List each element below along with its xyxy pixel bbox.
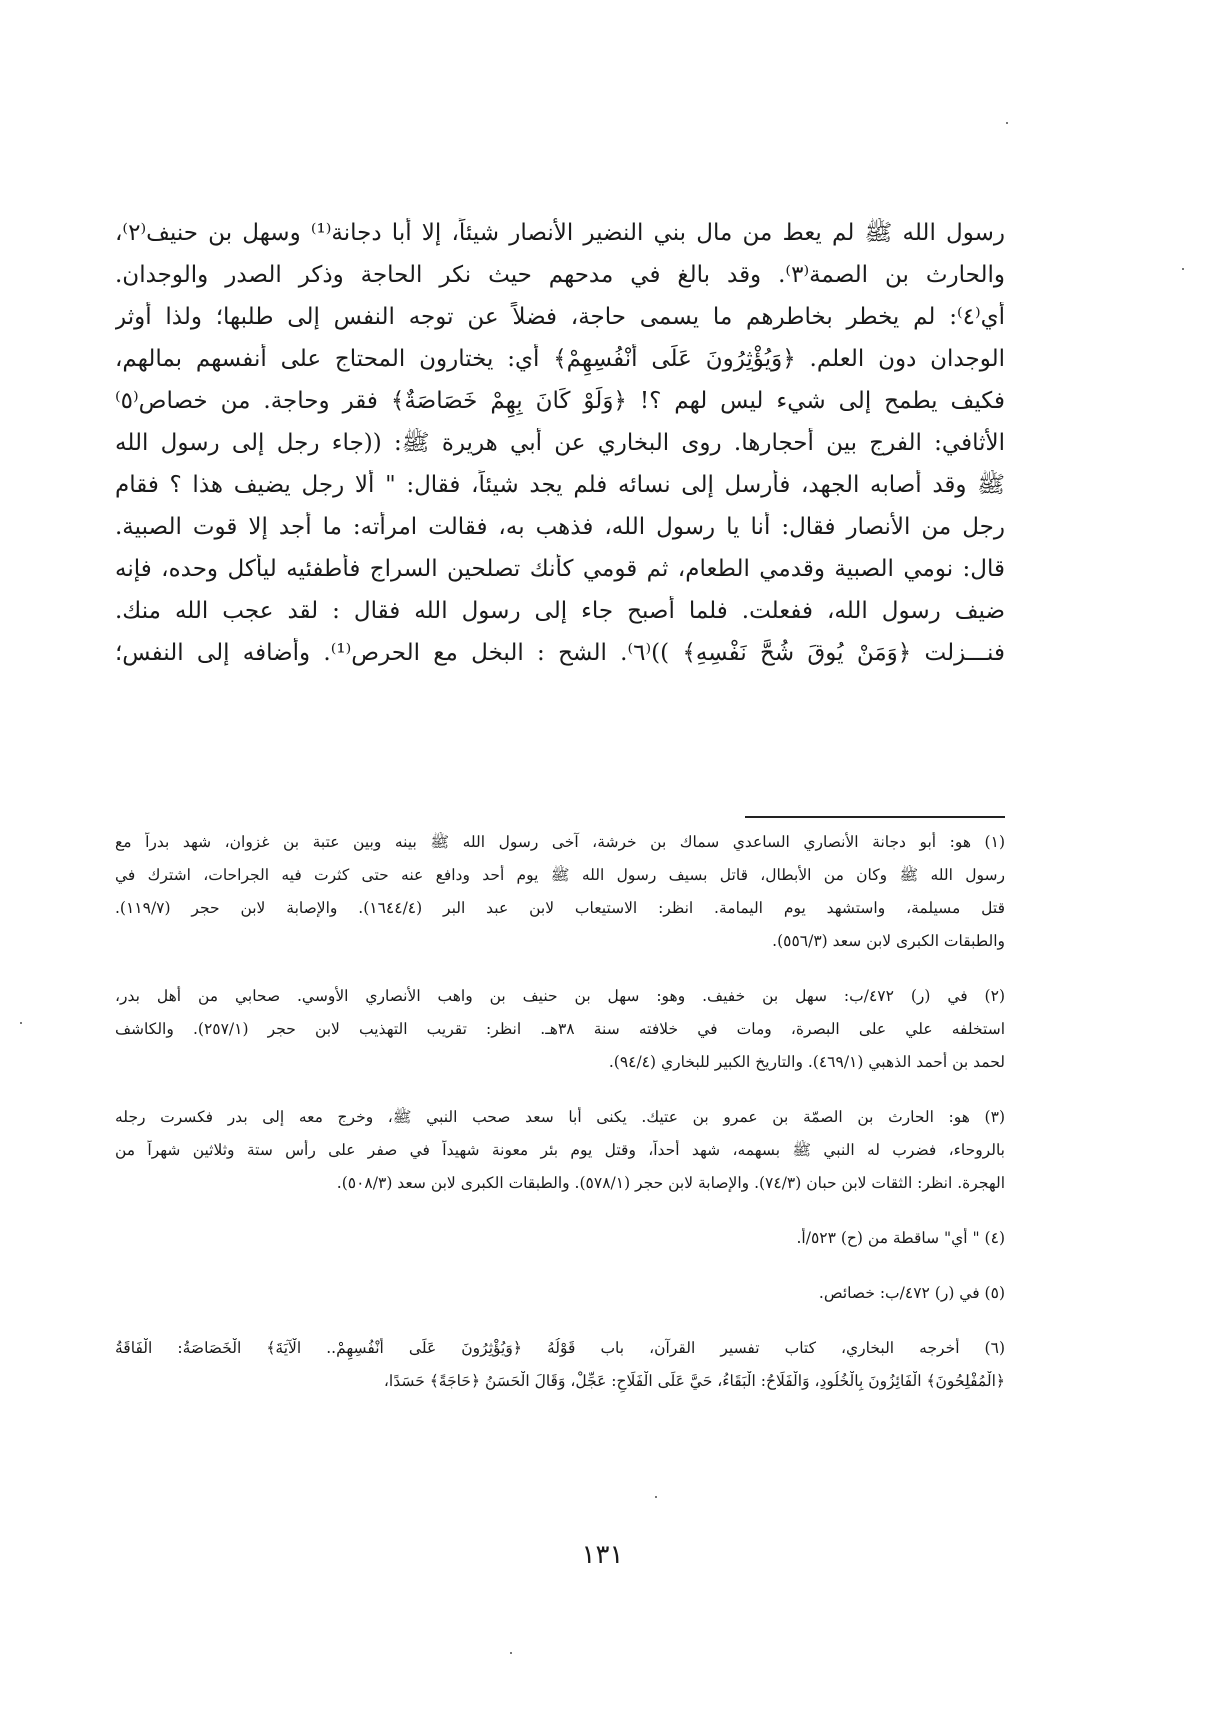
footnote-line: والطبقات الكبرى لابن سعد (٥٥٦/٣).: [772, 932, 1005, 950]
footnote-line: قتل مسيلمة، واستشهد يوم اليمامة. انظر: الاستيعاب لابن عبد البر (١٦٤٤/٤). والإصابة لابن حجر (١١٩/٧).: [115, 899, 1005, 917]
footnotes: [115, 832, 1005, 1426]
body-line: ﷺ وقد أصابه الجهد، فأرسل إلى نسائه فلم يجد شيئاً، فقال: " ألا رجل يضيف هذا ؟ فقام: [115, 472, 1005, 498]
page-number: ١٣١: [581, 1540, 624, 1570]
footnote: [115, 986, 1005, 1085]
footnote-line: رسول الله ﷺ وكان من الأبطال، قاتل بسيف رسول الله ﷺ يوم أحد ودافع عنه حتى كثرت فيه الجراحات، اشترك في: [115, 866, 1005, 884]
body-line: ضيف رسول الله، ففعلت. فلما أصبح جاء إلى رسول الله فقال : لقد عجب الله منك.: [115, 598, 1005, 624]
body-line: أي⁽٤⁾: لم يخطر بخاطرهم ما يسمى حاجة، فضلاً عن توجه النفس إلى طلبها؛ ولذا أوثر: [115, 304, 1005, 330]
body-line: قال: نومي الصبية وقدمي الطعام، ثم قومي كأنك تصلحين السراج فأطفئيه ليأكل وحده، فإنه: [115, 556, 1005, 582]
footnote: [115, 1228, 1005, 1261]
footnote-line: استخلفه علي على البصرة، ومات في خلافته سنة ٣٨هـ. انظر: تقريب التهذيب لابن حجر (٢٥٧/١). والكاشف: [115, 1020, 1005, 1038]
body-line: فنـــزلت ﴿وَمَنْ يُوقَ شُحَّ نَفْسِهِ﴾ ))⁽٦⁾. الشح : البخل مع الحرص⁽¹⁾. وأضافه إلى النفس؛: [115, 640, 1005, 666]
scan-speck: [510, 1652, 512, 1654]
footnote-line: (٥) في (ر) ٤٧٢/ب: خصائص.: [818, 1284, 1005, 1302]
body-line: والحارث بن الصمة⁽٣⁾. وقد بالغ في مدحهم حيث نكر الحاجة وذكر الصدر والوجدان.: [115, 262, 1005, 288]
footnote-line: (٣) هو: الحارث بن الصمّة بن عمرو بن عتيك. يكنى أبا سعد صحب النبي ﷺ، وخرج معه إلى بدر فكسرت رجله: [115, 1108, 1005, 1126]
body-line: الأثافي: الفرج بين أحجارها. روى البخاري عن أبي هريرة ﷺ: ((جاء رجل إلى رسول الله: [115, 430, 1005, 456]
body-line: رجل من الأنصار فقال: أنا يا رسول الله، فذهب به، فقالت امرأته: ما أجد إلا قوت الصبية.: [115, 514, 1005, 540]
scan-speck: [1006, 122, 1008, 124]
footnote-separator: [745, 816, 1005, 818]
footnote-line: بالروحاء، فضرب له النبي ﷺ بسهمه، شهد أحداً، وقتل يوم بئر معونة شهيداً في صفر على رأس ستة وثلاثين شهراً من: [115, 1141, 1005, 1159]
footnote-line: لحمد بن أحمد الذهبي (٤٦٩/١). والتاريخ الكبير للبخاري (٩٤/٤).: [608, 1053, 1005, 1071]
body-line: رسول الله ﷺ لم يعط من مال بني النضير الأنصار شيئاً، إلا أبا دجانة⁽¹⁾ وسهل بن حنيف⁽٢⁾،: [115, 220, 1005, 246]
footnote: [115, 832, 1005, 964]
footnote-line: (١) هو: أبو دجانة الأنصاري الساعدي سماك بن خرشة، آخى رسول الله ﷺ بينه وبين عتبة بن غزوان، شهد بدراً مع: [115, 833, 1005, 851]
scan-speck: [20, 1022, 22, 1024]
scan-speck: [655, 1496, 657, 1498]
footnote-line: (٢) في (ر) ٤٧٢/ب: سهل بن خفيف. وهو: سهل بن حنيف بن واهب الأنصاري الأوسي. صحابي من أهل بدر،: [115, 987, 1005, 1005]
main-text: [115, 218, 1005, 680]
body-line: الوجدان دون العلم. ﴿وَيُؤْثِرُونَ عَلَى أَنْفُسِهِمْ﴾ أي: يختارون المحتاج على أنفسهم بمالهم،: [115, 346, 1005, 372]
footnote: [115, 1107, 1005, 1206]
footnote-line: الهجرة. انظر: الثقات لابن حبان (٧٤/٣). والإصابة لابن حجر (٥٧٨/١). والطبقات الكبرى لابن سعد (٥٠٨/٣).: [336, 1174, 1005, 1192]
footnote: [115, 1338, 1005, 1404]
footnote-line: (٤) " أي" ساقطة من (ح) ٥٢٣/أ.: [796, 1229, 1005, 1247]
footnote-line: ﴿الْمُفْلِحُونَ﴾ الْفَائِزُونَ بِالْخُلُودِ، وَالْفَلَاحُ: الْبَقَاءُ، حَيَّ عَلَى الْفَلَاحِ: عَجِّلْ، وَقَالَ الْحَسَنُ ﴿حَاجَةً﴾ حَسَدًا،: [383, 1372, 1005, 1390]
footnote: [115, 1283, 1005, 1316]
footnote-line: (٦) أخرجه البخاري، كتاب تفسير القرآن، باب قَوْلُهُ ﴿وَيُؤْثِرُونَ عَلَى أَنْفُسِهِمْ.. الْآيَةَ﴾ الْخَصَاصَةُ: الْفَاقَةُ: [115, 1339, 1005, 1357]
scan-speck: [1182, 268, 1184, 270]
body-line: فكيف يطمح إلى شيء ليس لهم ؟! ﴿وَلَوْ كَانَ بِهِمْ خَصَاصَةٌ﴾ فقر وحاجة. من خصاص⁽٥⁾: [115, 388, 1005, 414]
